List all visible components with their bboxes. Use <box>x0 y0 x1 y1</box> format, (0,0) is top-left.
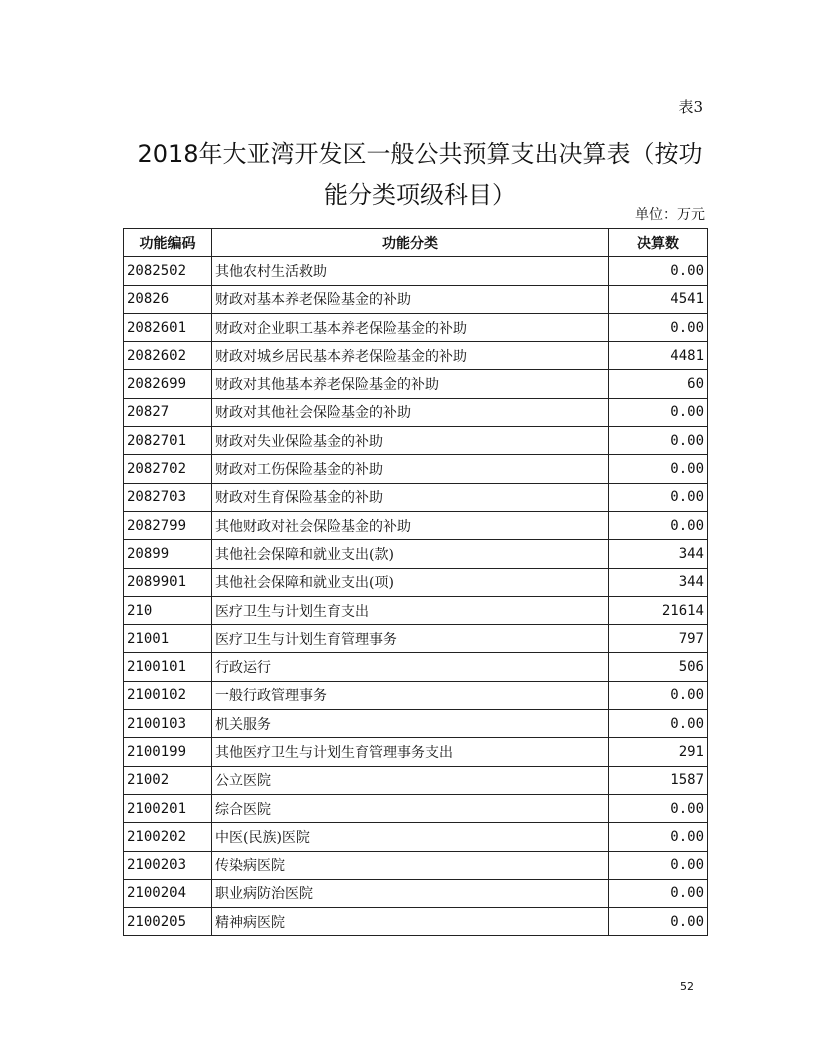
header-row <box>124 229 708 257</box>
document-title-line-1: 2018年大亚湾开发区一般公共预算支出决算表（按功 <box>137 140 703 169</box>
page-number: 52 <box>680 980 694 993</box>
document-title <box>120 134 720 216</box>
table-row <box>124 342 708 370</box>
table-body <box>124 257 708 936</box>
cell-code: 2082502 <box>124 257 212 285</box>
cell-amount: 1587 <box>609 766 708 794</box>
table-row <box>124 257 708 285</box>
table-row <box>124 596 708 624</box>
cell-name: 其他社会保障和就业支出(项) <box>212 568 609 596</box>
table-row <box>124 398 708 426</box>
table-row <box>124 568 708 596</box>
table-row <box>124 681 708 709</box>
cell-code: 2100199 <box>124 738 212 766</box>
table-row <box>124 285 708 313</box>
unit-label: 单位：万元 <box>635 207 705 223</box>
cell-name: 其他社会保障和就业支出(款) <box>212 540 609 568</box>
cell-code: 20827 <box>124 398 212 426</box>
table-header <box>124 229 708 257</box>
table-row <box>124 908 708 936</box>
table-row <box>124 823 708 851</box>
document-title-line-2: 能分类项级科目） <box>324 181 516 210</box>
cell-code: 2082701 <box>124 427 212 455</box>
column-header-code: 功能编码 <box>124 229 212 257</box>
cell-amount: 291 <box>609 738 708 766</box>
cell-amount: 0.00 <box>609 794 708 822</box>
cell-code: 2082602 <box>124 342 212 370</box>
cell-name: 精神病医院 <box>212 908 609 936</box>
table-row <box>124 766 708 794</box>
table-row <box>124 511 708 539</box>
cell-name: 财政对基本养老保险基金的补助 <box>212 285 609 313</box>
cell-amount: 60 <box>609 370 708 398</box>
cell-code: 2082601 <box>124 313 212 341</box>
cell-name: 综合医院 <box>212 794 609 822</box>
cell-amount: 0.00 <box>609 851 708 879</box>
cell-code: 20899 <box>124 540 212 568</box>
cell-amount: 344 <box>609 540 708 568</box>
cell-name: 一般行政管理事务 <box>212 681 609 709</box>
column-header-name: 功能分类 <box>212 229 609 257</box>
cell-name: 其他农村生活救助 <box>212 257 609 285</box>
table-row <box>124 370 708 398</box>
cell-code: 2082799 <box>124 511 212 539</box>
cell-amount: 0.00 <box>609 710 708 738</box>
table-row <box>124 738 708 766</box>
cell-code: 2100103 <box>124 710 212 738</box>
cell-name: 财政对企业职工基本养老保险基金的补助 <box>212 313 609 341</box>
cell-name: 财政对其他基本养老保险基金的补助 <box>212 370 609 398</box>
table-row <box>124 427 708 455</box>
cell-name: 机关服务 <box>212 710 609 738</box>
table-row <box>124 851 708 879</box>
cell-amount: 344 <box>609 568 708 596</box>
cell-amount: 0.00 <box>609 427 708 455</box>
cell-amount: 0.00 <box>609 879 708 907</box>
cell-amount: 0.00 <box>609 681 708 709</box>
cell-name: 医疗卫生与计划生育管理事务 <box>212 625 609 653</box>
cell-code: 20826 <box>124 285 212 313</box>
cell-name: 职业病防治医院 <box>212 879 609 907</box>
table-row <box>124 625 708 653</box>
cell-amount: 0.00 <box>609 511 708 539</box>
cell-code: 21001 <box>124 625 212 653</box>
table-row <box>124 483 708 511</box>
cell-name: 传染病医院 <box>212 851 609 879</box>
cell-code: 2082699 <box>124 370 212 398</box>
cell-name: 行政运行 <box>212 653 609 681</box>
cell-code: 2100202 <box>124 823 212 851</box>
cell-code: 21002 <box>124 766 212 794</box>
cell-code: 2089901 <box>124 568 212 596</box>
column-header-amount: 决算数 <box>609 229 708 257</box>
cell-amount: 0.00 <box>609 908 708 936</box>
cell-code: 2082703 <box>124 483 212 511</box>
cell-code: 2100201 <box>124 794 212 822</box>
cell-name: 财政对失业保险基金的补助 <box>212 427 609 455</box>
table-row <box>124 540 708 568</box>
table-row <box>124 710 708 738</box>
cell-amount: 0.00 <box>609 313 708 341</box>
cell-name: 公立医院 <box>212 766 609 794</box>
cell-name: 财政对城乡居民基本养老保险基金的补助 <box>212 342 609 370</box>
cell-code: 2100102 <box>124 681 212 709</box>
cell-code: 210 <box>124 596 212 624</box>
budget-table <box>123 228 708 936</box>
cell-code: 2100203 <box>124 851 212 879</box>
cell-name: 财政对生育保险基金的补助 <box>212 483 609 511</box>
cell-amount: 4541 <box>609 285 708 313</box>
table-row <box>124 879 708 907</box>
cell-name: 医疗卫生与计划生育支出 <box>212 596 609 624</box>
cell-amount: 4481 <box>609 342 708 370</box>
cell-amount: 797 <box>609 625 708 653</box>
cell-code: 2100204 <box>124 879 212 907</box>
table-row <box>124 313 708 341</box>
cell-amount: 0.00 <box>609 823 708 851</box>
cell-amount: 0.00 <box>609 483 708 511</box>
table-number-label: 表3 <box>678 98 703 116</box>
cell-name: 财政对其他社会保险基金的补助 <box>212 398 609 426</box>
cell-amount: 0.00 <box>609 398 708 426</box>
cell-amount: 0.00 <box>609 257 708 285</box>
cell-code: 2082702 <box>124 455 212 483</box>
cell-name: 其他医疗卫生与计划生育管理事务支出 <box>212 738 609 766</box>
cell-name: 财政对工伤保险基金的补助 <box>212 455 609 483</box>
cell-name: 中医(民族)医院 <box>212 823 609 851</box>
cell-amount: 21614 <box>609 596 708 624</box>
table-row <box>124 653 708 681</box>
cell-code: 2100205 <box>124 908 212 936</box>
cell-code: 2100101 <box>124 653 212 681</box>
table-row <box>124 455 708 483</box>
cell-amount: 506 <box>609 653 708 681</box>
cell-name: 其他财政对社会保险基金的补助 <box>212 511 609 539</box>
table-row <box>124 794 708 822</box>
cell-amount: 0.00 <box>609 455 708 483</box>
